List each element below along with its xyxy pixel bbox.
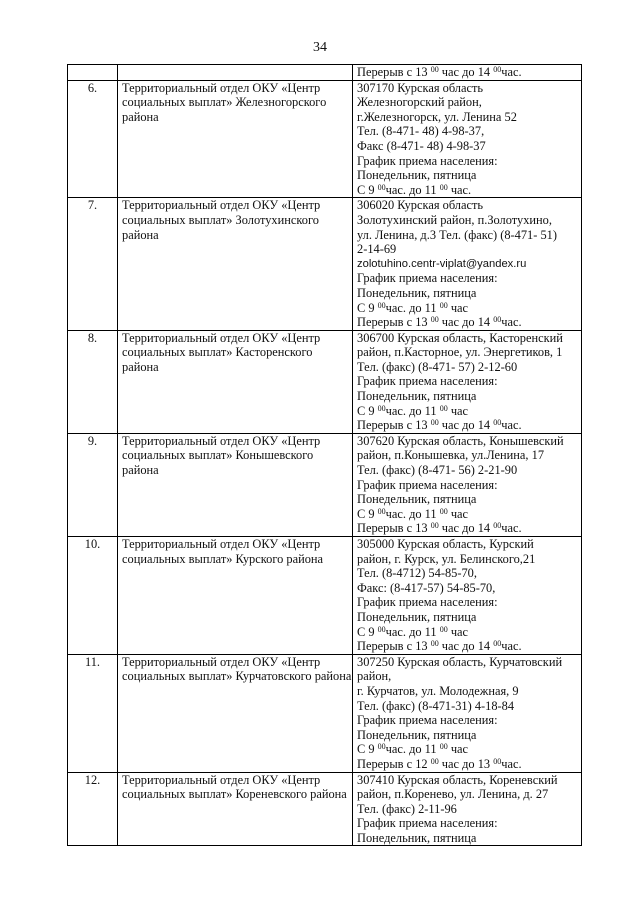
address-line: График приема населения: <box>357 816 498 831</box>
minutes-superscript: 00 <box>430 639 439 649</box>
minutes-superscript: 00 <box>493 639 502 649</box>
minutes-superscript: 00 <box>430 521 439 531</box>
address-line: График приема населения: <box>357 271 498 286</box>
address-line: Тел. (факс) (8-471- 56) 2-21-90 <box>357 463 518 478</box>
hours-line: С 9 $^{00}$час. до 11 $^{00}$ час <box>357 624 469 639</box>
office-address <box>353 772 582 846</box>
break-line: Перерыв с 13 $^{00}$ час до 14 $^{00}$час. <box>357 418 522 433</box>
continuation-num-cell <box>68 65 118 81</box>
minutes-superscript: 00 <box>430 418 439 428</box>
minutes-superscript: 00 <box>439 506 448 516</box>
row-number: 11. <box>68 654 118 772</box>
break-line: Перерыв с 13 $^{00}$ час до 14 $^{00}$час. <box>357 639 522 654</box>
minutes-superscript: 00 <box>493 756 502 766</box>
address-line: г.Железногорск, ул. Ленина 52 <box>357 109 517 124</box>
table-row <box>68 654 582 772</box>
office-name: Территориальный отдел ОКУ «Центр социальных выплат» Курского района <box>118 537 353 655</box>
address-line: Железногорский район, <box>357 95 482 110</box>
minutes-superscript: 00 <box>430 65 439 74</box>
address-line: 307170 Курская область <box>357 80 484 95</box>
office-name: Территориальный отдел ОКУ «Центр социальных выплат» Железногорского района <box>118 80 353 198</box>
continuation-row <box>68 65 582 81</box>
row-number: 6. <box>68 80 118 198</box>
hours-line: С 9 $^{00}$час. до 11 $^{00}$ час <box>357 742 469 757</box>
address-line: 2-14-69 <box>357 242 397 257</box>
row-number: 9. <box>68 433 118 536</box>
office-name: Территориальный отдел ОКУ «Центр социальных выплат» Золотухинского района <box>118 198 353 330</box>
address-line: Понедельник, пятница <box>357 389 477 404</box>
continuation-name-cell <box>118 65 353 81</box>
minutes-superscript: 00 <box>493 521 502 531</box>
address-line: 307250 Курская область, Курчатовский <box>357 654 563 669</box>
address-line: район, п.Касторное, ул. Энергетиков, 1 <box>357 345 563 360</box>
offices-table <box>67 64 582 846</box>
address-line: Тел. (факс) 2-11-96 <box>357 801 457 816</box>
table-row <box>68 80 582 198</box>
address-line: Факс: (8-417-57) 54-85-70, <box>357 580 496 595</box>
address-line: ул. Ленина, д.3 Тел. (факс) (8-471- 51) <box>357 227 557 242</box>
office-address <box>353 80 582 198</box>
hours-line: С 9 $^{00}$час. до 11 $^{00}$ час <box>357 300 469 315</box>
office-name: Территориальный отдел ОКУ «Центр социальных выплат» Конышевского района <box>118 433 353 536</box>
address-line: Понедельник, пятница <box>357 830 477 845</box>
minutes-superscript: 00 <box>493 315 502 325</box>
office-address <box>353 537 582 655</box>
minutes-superscript: 00 <box>439 182 448 192</box>
address-line: 305000 Курская область, Курский <box>357 537 534 551</box>
offices-table-body <box>68 65 582 846</box>
minutes-superscript: 00 <box>493 418 502 428</box>
address-line: Понедельник, пятница <box>357 727 477 742</box>
minutes-superscript: 00 <box>430 756 439 766</box>
hours-line: С 9 $^{00}$час. до 11 $^{00}$ час. <box>357 182 472 197</box>
address-line: район, <box>357 669 392 684</box>
minutes-superscript: 00 <box>439 624 448 634</box>
address-line: Понедельник, пятница <box>357 285 477 300</box>
address-line: Тел. (факс) (8-471-31) 4-18-84 <box>357 698 515 713</box>
minutes-superscript: 00 <box>377 300 386 310</box>
address-line: Понедельник, пятница <box>357 609 477 624</box>
office-name: Территориальный отдел ОКУ «Центр социальных выплат» Курчатовского района <box>118 654 353 772</box>
address-line: Золотухинский район, п.Золотухино, <box>357 212 552 227</box>
break-line: Перерыв с 13 $^{00}$ час до 14 $^{00}$час. <box>357 315 522 330</box>
row-number: 7. <box>68 198 118 330</box>
minutes-superscript: 00 <box>377 403 386 413</box>
page-number: 34 <box>313 40 327 55</box>
address-line: Тел. (8-4712) 54-85-70, <box>357 566 477 581</box>
minutes-superscript: 00 <box>377 624 386 634</box>
table-row <box>68 772 582 846</box>
address-line: район, г. Курск, ул. Белинского,21 <box>357 551 536 566</box>
table-row <box>68 330 582 433</box>
minutes-superscript: 00 <box>430 315 439 325</box>
break-line: Перерыв с 12 $^{00}$ час до 13 $^{00}$час. <box>357 756 522 771</box>
address-line: Тел. (8-471- 48) 4-98-37, <box>357 124 485 139</box>
address-line: Факс (8-471- 48) 4-98-37 <box>357 138 486 153</box>
minutes-superscript: 00 <box>493 65 502 74</box>
address-line: График приема населения: <box>357 713 498 728</box>
row-number: 10. <box>68 537 118 655</box>
hours-line: С 9 $^{00}$час. до 11 $^{00}$ час <box>357 506 469 521</box>
row-number: 12. <box>68 772 118 846</box>
minutes-superscript: 00 <box>377 182 386 192</box>
address-line: График приема населения: <box>357 477 498 492</box>
office-address <box>353 433 582 536</box>
address-line: район, п.Коренево, ул. Ленина, д. 27 <box>357 787 549 802</box>
address-line: 307410 Курская область, Кореневский <box>357 772 558 787</box>
address-line: Тел. (факс) (8-471- 57) 2-12-60 <box>357 359 518 374</box>
address-line: График приема населения: <box>357 374 498 389</box>
break-line: Перерыв с 13 $^{00}$ час до 14 $^{00}$час. <box>357 65 522 79</box>
hours-line: С 9 $^{00}$час. до 11 $^{00}$ час <box>357 403 469 418</box>
address-line: г. Курчатов, ул. Молодежная, 9 <box>357 683 519 698</box>
address-line: 306700 Курская область, Касторенский <box>357 330 563 345</box>
address-line: 306020 Курская область <box>357 198 484 213</box>
table-row <box>68 433 582 536</box>
address-line: Понедельник, пятница <box>357 492 477 507</box>
break-line: Перерыв с 13 $^{00}$ час до 14 $^{00}$час. <box>357 521 522 536</box>
minutes-superscript: 00 <box>377 742 386 752</box>
table-row <box>68 198 582 330</box>
office-address <box>353 330 582 433</box>
email-line: zolotuhino.centr-viplat@yandex.ru <box>357 257 527 270</box>
office-name: Территориальный отдел ОКУ «Центр социальных выплат» Кореневского района <box>118 772 353 846</box>
minutes-superscript: 00 <box>439 403 448 413</box>
minutes-superscript: 00 <box>439 742 448 752</box>
address-line: 307620 Курская область, Конышевский <box>357 433 564 448</box>
minutes-superscript: 00 <box>377 506 386 516</box>
address-line: район, п.Конышевка, ул.Ленина, 17 <box>357 448 545 463</box>
address-line: Понедельник, пятница <box>357 168 477 183</box>
office-address <box>353 654 582 772</box>
minutes-superscript: 00 <box>439 300 448 310</box>
office-address <box>353 198 582 330</box>
office-name: Территориальный отдел ОКУ «Центр социальных выплат» Касторенского района <box>118 330 353 433</box>
row-number: 8. <box>68 330 118 433</box>
table-row <box>68 537 582 655</box>
address-line: График приема населения: <box>357 595 498 610</box>
continuation-address-cell <box>353 65 582 81</box>
address-line: График приема населения: <box>357 153 498 168</box>
